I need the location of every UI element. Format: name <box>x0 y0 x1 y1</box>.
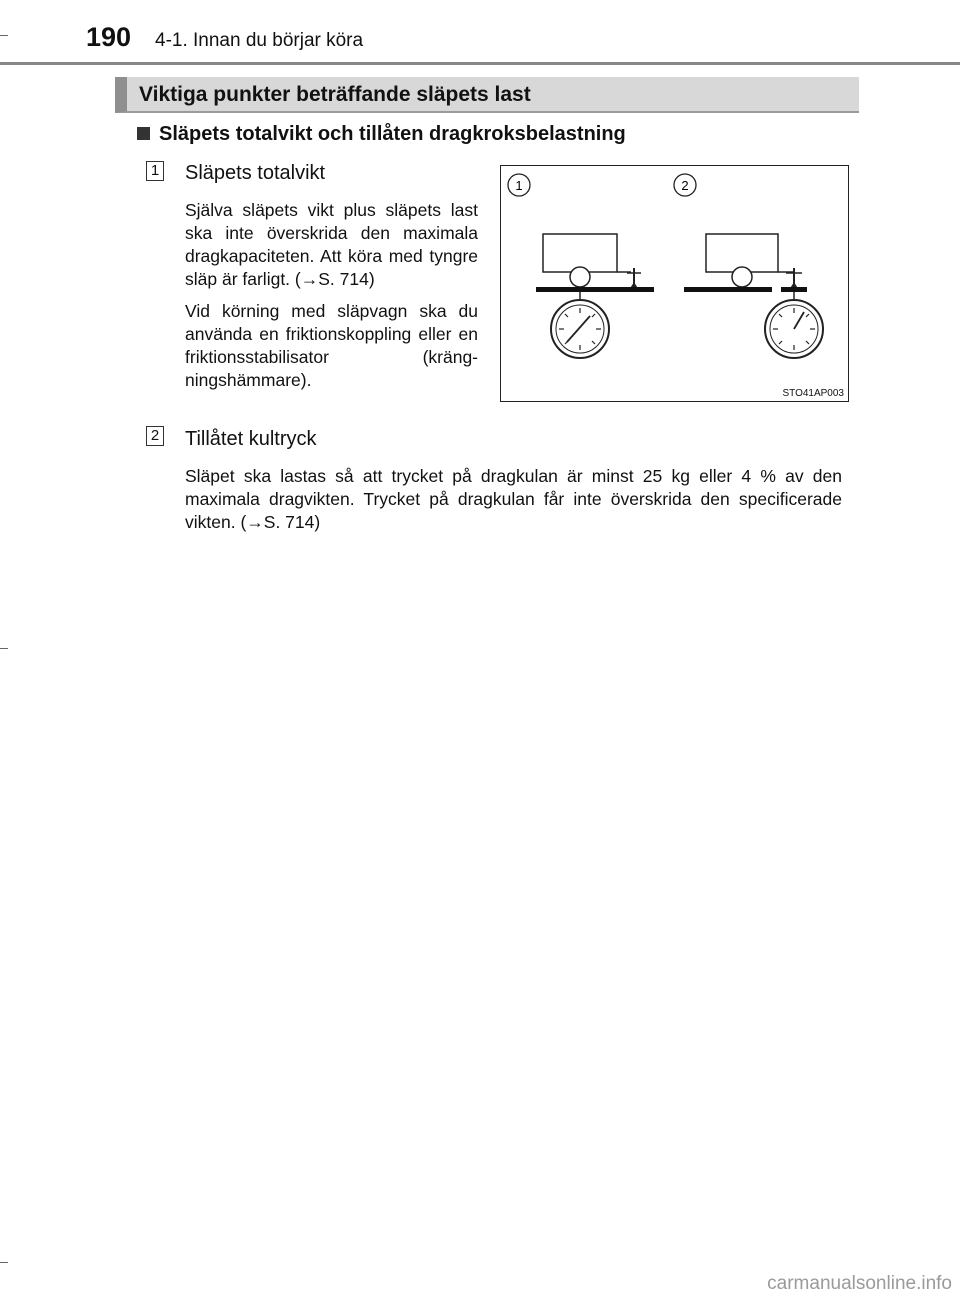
figure-code: STO41AP003 <box>782 388 844 399</box>
item-1-paragraph: Själva släpets vikt plus släpets last ska inte överskrida den maximala dragkapaciteten. Att köra med tyngre släp är farligt. (→S. 714) <box>185 200 478 289</box>
watermark: carmanualsonline.info <box>767 1273 952 1294</box>
item-1-body <box>185 199 478 401</box>
subheading-text: Släpets totalvikt och tillåten dragkroksbelastning <box>159 123 626 145</box>
crop-mark <box>0 648 8 649</box>
header-rule <box>0 62 960 65</box>
trailer-on-scale-right <box>684 234 823 358</box>
trailer-weight-figure <box>500 165 849 402</box>
crop-mark <box>0 1262 8 1263</box>
trailer-on-scale-left <box>536 234 654 358</box>
item-2-body <box>185 465 842 543</box>
section-header <box>115 77 859 113</box>
section-title: Viktiga punkter beträffande släpets last <box>139 83 531 106</box>
chapter-title: 4-1. Innan du börjar köra <box>155 30 364 51</box>
page-number: 190 <box>86 22 132 52</box>
item-number-1: 1 <box>146 161 164 181</box>
subheading <box>137 123 626 146</box>
crop-mark <box>0 35 8 36</box>
item-number-2: 2 <box>146 426 164 446</box>
callout-label-2: 2 <box>681 178 689 193</box>
item-1-title: Släpets totalvikt <box>185 162 326 184</box>
item-2-title: Tillåtet kultryck <box>185 428 317 450</box>
callout-label-1: 1 <box>515 178 523 193</box>
item-1-paragraph: Vid körning med släpvagn ska du använda en friktionskoppling eller en friktionsstabilisator (kräng- ningshämmare). <box>185 301 478 390</box>
item-2-paragraph: Släpet ska lastas så att trycket på dragkulan är minst 25 kg eller 4 % av den maximala dragvikten. Trycket på dragkulan får inte överskrida den specificerade vikten. (→S. 714) <box>185 466 842 532</box>
square-bullet-icon <box>137 127 150 140</box>
trailer-scale-illustration <box>501 166 848 401</box>
